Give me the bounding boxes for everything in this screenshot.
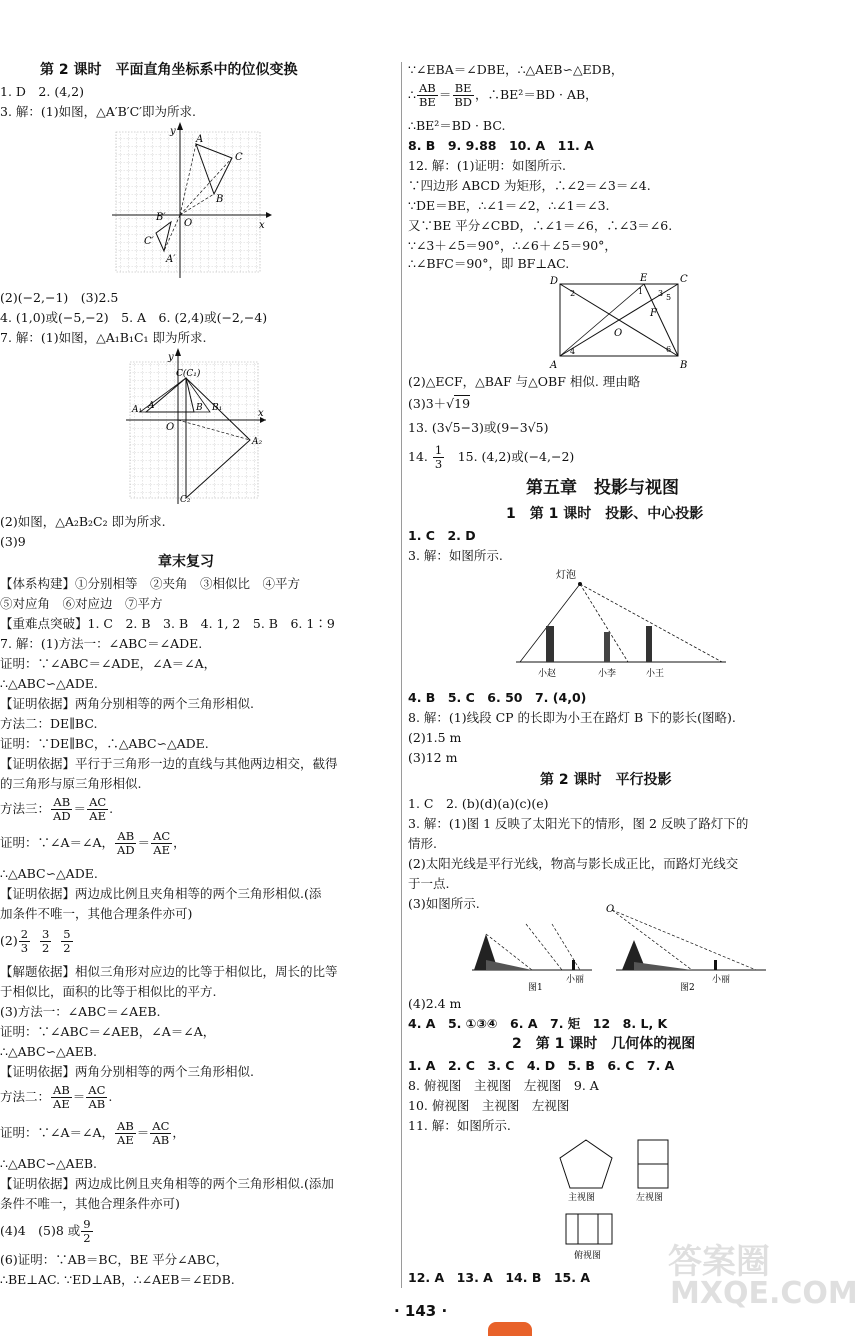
figure-caption: 图1 (528, 983, 543, 993)
point-label: B (680, 360, 688, 371)
sqrt-line: (3)3＋√19 (408, 396, 471, 411)
point-label: C (235, 152, 243, 163)
answer-line: 10. 俯视图 主视图 左视图 (408, 1098, 570, 1113)
section-heading: 2 第 1 课时 几何体的视图 (512, 1036, 696, 1052)
view-label: 左视图 (636, 1193, 664, 1203)
answer-line: 加条件不唯一，其他合理条件亦可) (0, 906, 193, 921)
answer-line: 3. 解：(1)如图，△A′B′C′即为所求. (0, 104, 196, 119)
point-label: E (640, 273, 648, 284)
answer-line: 【证明依据】两角分别相等的两个三角形相似. (0, 1064, 254, 1079)
lamp-projection-figure (512, 564, 732, 682)
answer-line: 12. A 13. A 14. B 15. A (408, 1270, 591, 1285)
answer-line: 3. 解：如图所示. (408, 548, 503, 563)
column-divider (401, 62, 402, 1288)
point-label: O (606, 904, 615, 915)
answer-line: ∵四边形 ABCD 为矩形，∴∠2＝∠3＝∠4. (408, 178, 651, 193)
point-label: C (680, 274, 688, 285)
point-label: C(C₁) (176, 369, 201, 379)
angle-label: 4 (570, 347, 576, 356)
answer-line: (2)如图，△A₂B₂C₂ 即为所求. (0, 514, 166, 529)
view-label: 主视图 (568, 1193, 596, 1203)
answer-line: ∵∠3＋∠5＝90°，∴∠6＋∠5＝90°， (408, 238, 617, 253)
answer-line: 1. C 2. D (408, 528, 476, 543)
answer-line: 1. D 2. (4,2) (0, 84, 84, 99)
answer-line: 证明：∵DE∥BC，∴△ABC∽△ADE. (0, 736, 209, 751)
answer-line: 情形. (408, 836, 437, 851)
answer-line: 【体系构建】①分别相等 ②夹角 ③相似比 ④平方 (0, 576, 301, 591)
answer-line: 4. B 5. C 6. 50 7. (4,0) (408, 690, 587, 705)
answer-line: ∴△ABC∽△ADE. (0, 866, 98, 881)
person-icon (546, 626, 554, 662)
answer-line: ∵DE＝BE，∴∠1＝∠2，∴∠1＝∠3. (408, 198, 610, 213)
fraction-line: 14. $\frac{1}{3}$ 15. (4,2)或(−4,−2) (408, 443, 575, 471)
angle-label: 6 (666, 345, 672, 354)
answer-line: 1. A 2. C 3. C 4. D 5. B 6. C 7. A (408, 1058, 675, 1073)
fraction-line: (2) $\frac{2}{3}$ $\frac{3}{2}$ $\frac{5}{2}$ (0, 927, 71, 955)
section-heading: 第 2 课时 平面直角坐标系中的位似变换 (40, 62, 298, 78)
answer-line: ∴BE²＝BD · BC. (408, 118, 506, 133)
answer-line: (2)太阳光线是平行光线，物高与影长成正比，而路灯光线交 (408, 856, 739, 871)
fraction-line: 方法二： $\frac{AB}{AE}$ ＝ $\frac{AC}{AB}$ . (0, 1083, 113, 1111)
answer-line: 【证明依据】平行于三角形一边的直线与其他两边相交，截得 (0, 756, 338, 771)
answer-line: (6)证明：∵AB＝BC，BE 平分∠ABC， (0, 1252, 229, 1267)
fraction-line: 证明：∵∠A＝∠A， $\frac{AB}{AE}$ ＝ $\frac{AC}{AB}$ ， (0, 1119, 185, 1147)
view-label: 俯视图 (574, 1251, 602, 1261)
point-label: C′ (144, 236, 154, 247)
angle-label: 5 (666, 293, 672, 302)
answer-line: 1. C 2. (b)(d)(a)(c)(e) (408, 796, 549, 811)
answer-line: (3)9 (0, 534, 26, 549)
section-heading: 第 2 课时 平行投影 (540, 772, 672, 788)
answer-line: 【解题依据】相似三角形对应边的比等于相似比，周长的比等 (0, 964, 338, 979)
answer-line: 又∵BE 平分∠CBD，∴∠1＝∠6，∴∠3＝∠6. (408, 218, 673, 233)
pentagon-front-view (560, 1140, 612, 1188)
watermark-logo: 答案圈 (668, 1242, 770, 1282)
answer-line: (2)1.5 m (408, 730, 462, 745)
fraction-line: 方法三： $\frac{AB}{AD}$ ＝ $\frac{AC}{AE}$ . (0, 795, 114, 823)
answer-line: (2)(−2,−1) (3)2.5 (0, 290, 119, 305)
answer-line: 方法二：DE∥BC. (0, 716, 98, 731)
answer-line: 【证明依据】两边成比例且夹角相等的两个三角形相似.(添 (0, 886, 322, 901)
point-label: A₁ (132, 405, 143, 415)
x-axis-label: x (259, 220, 265, 231)
point-label: B₁ (212, 403, 223, 413)
answer-line: 于相似比，面积的比等于相似比的平方. (0, 984, 217, 999)
angle-label: 3 (658, 289, 664, 298)
top-view-rect (566, 1214, 612, 1244)
answer-line: 【重难点突破】1. C 2. B 3. B 4. 1, 2 5. B 6. 1∶9 (0, 616, 335, 631)
person-label: 小王 (646, 669, 665, 679)
answer-line: 11. 解：如图所示. (408, 1118, 511, 1133)
answer-line: ∴BE⊥AC. ∵ED⊥AB，∴∠AEB＝∠EDB. (0, 1272, 235, 1287)
answer-line: 证明：∵∠ABC＝∠ADE，∠A＝∠A， (0, 656, 217, 671)
coordinate-figure-1 (112, 122, 272, 278)
parallel-projection-figure (466, 904, 776, 993)
page-number: · 143 · (394, 1302, 448, 1320)
person-label: 小赵 (538, 669, 557, 679)
answer-line: (3)12 m (408, 750, 458, 765)
angle-label: 2 (570, 289, 576, 298)
figure-caption: 图2 (680, 983, 695, 993)
answer-line: (4)2.4 m (408, 996, 462, 1011)
chapter-title: 第五章 投影与视图 (526, 478, 679, 498)
point-label: B′ (156, 212, 166, 223)
rectangle-figure (548, 272, 698, 372)
point-label: A₂ (252, 437, 263, 447)
angle-label: 1 (638, 287, 644, 296)
answer-line: 8. B 9. 9.88 10. A 11. A (408, 138, 594, 153)
point-label: C₂ (180, 495, 191, 505)
section-heading: 1 第 1 课时 投影、中心投影 (506, 506, 704, 522)
answer-line: ∴△ABC∽△AEB. (0, 1044, 97, 1059)
person-icon (714, 960, 717, 970)
point-label: A (148, 401, 155, 411)
point-label: A (196, 134, 204, 145)
review-title: 章末复习 (158, 554, 214, 570)
answer-line: 于一点. (408, 876, 450, 891)
lamp-label: 灯泡 (556, 570, 576, 581)
point-label: A′ (166, 254, 176, 265)
coordinate-figure-2 (126, 348, 276, 504)
point-label: O (614, 328, 623, 339)
answer-line: 的三角形与原三角形相似. (0, 776, 142, 791)
answer-line: 7. 解：(1)方法一：∠ABC＝∠ADE. (0, 636, 203, 651)
person-icon (572, 960, 575, 970)
answer-line: 7. 解：(1)如图，△A₁B₁C₁ 即为所求. (0, 330, 207, 345)
answer-line: ∴△ABC∽△AEB. (0, 1156, 97, 1171)
point-label: A (550, 360, 558, 371)
answer-line: 4. (1,0)或(−5,−2) 5. A 6. (2,4)或(−2,−4) (0, 310, 268, 325)
person-icon (604, 632, 610, 662)
answer-line: 3. 解：(1)图 1 反映了太阳光下的情形，图 2 反映了路灯下的 (408, 816, 749, 831)
answer-line: ∴∠BFC＝90°，即 BF⊥AC. (408, 256, 570, 271)
answer-line: 12. 解：(1)证明：如图所示. (408, 158, 567, 173)
origin-label: O (184, 218, 193, 229)
answer-line: 证明：∵∠ABC＝∠AEB，∠A＝∠A， (0, 1024, 216, 1039)
answer-line: (3)方法一：∠ABC＝∠AEB. (0, 1004, 161, 1019)
answer-line: ∴△ABC∽△ADE. (0, 676, 98, 691)
answer-line: 【证明依据】两边成比例且夹角相等的两个三角形相似.(添加 (0, 1176, 334, 1191)
point-label: D (550, 276, 559, 287)
corner-badge (488, 1322, 532, 1336)
answer-line: ∵∠EBA＝∠DBE，∴△AEB∽△EDB， (408, 62, 624, 77)
fraction-line: 证明：∵∠A＝∠A， $\frac{AB}{AD}$ ＝ $\frac{AC}{AE}$ ， (0, 829, 186, 857)
answer-line: 8. 俯视图 主视图 左视图 9. A (408, 1078, 599, 1093)
origin-label: O (166, 422, 175, 433)
person-label: 小李 (598, 669, 617, 679)
three-views-figure (554, 1136, 684, 1266)
y-axis-label: y (168, 352, 174, 363)
y-axis-label: y (170, 126, 176, 137)
point-label: F (650, 308, 657, 319)
x-axis-label: x (258, 408, 264, 419)
answer-line: (2)△ECF，△BAF 与△OBF 相似. 理由略 (408, 374, 641, 389)
person-label: 小丽 (566, 975, 585, 985)
watermark-url: MXQE.COM (670, 1276, 858, 1311)
fraction-line: ∴ $\frac{AB}{BE}$ ＝ $\frac{BE}{BD}$ ，∴BE²＝BD · AB， (408, 81, 598, 109)
answer-line: 条件不唯一，其他合理条件亦可) (0, 1196, 180, 1211)
answer-line: 【证明依据】两角分别相等的两个三角形相似. (0, 696, 254, 711)
answer-line: 13. (3√5−3)或(9−3√5) (408, 420, 549, 435)
answer-line: ⑤对应角 ⑥对应边 ⑦平方 (0, 596, 163, 611)
person-icon (646, 626, 652, 662)
person-label: 小丽 (712, 975, 731, 985)
answer-line: 4. A 5. ①③④ 6. A 7. 矩 12 8. L, K (408, 1016, 668, 1031)
answer-line: 8. 解：(1)线段 CP 的长即为小王在路灯 B 下的影长(图略). (408, 710, 736, 725)
point-label: B (216, 194, 224, 205)
answer-line: (3)如图所示. (408, 896, 480, 911)
fraction-line: (4)4 (5)8 或 $\frac{9}{2}$ (0, 1217, 91, 1245)
point-label: B (196, 403, 203, 413)
